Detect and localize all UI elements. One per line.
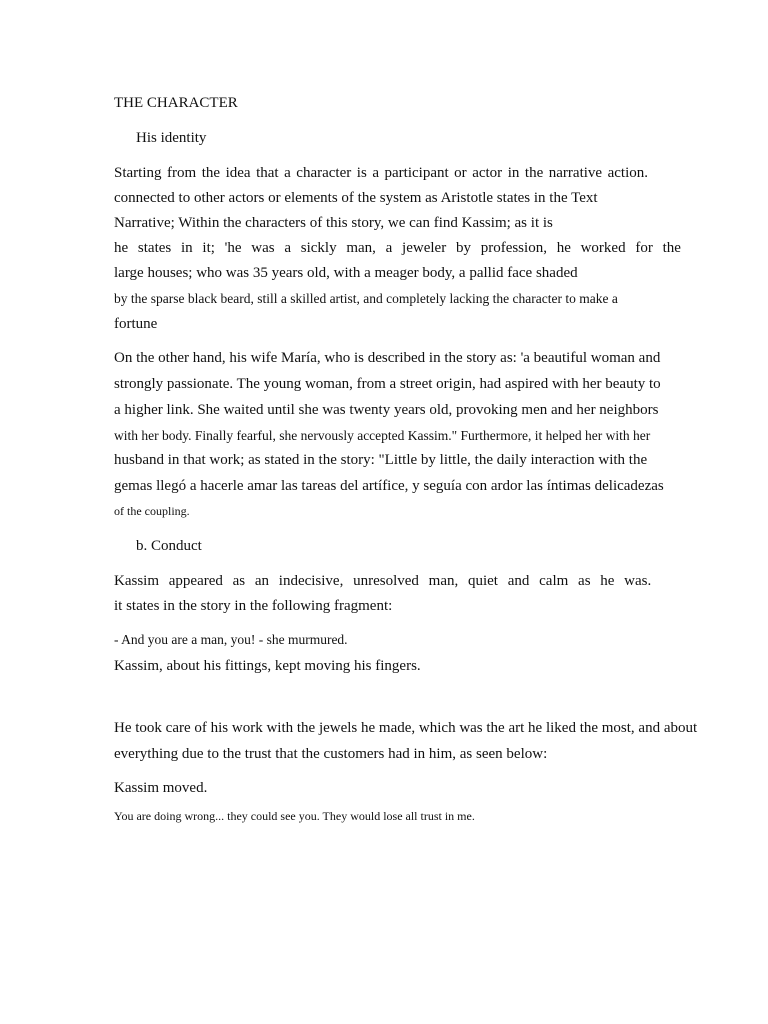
paragraph2-line-7: of the coupling. [114, 504, 190, 518]
paragraph1-line-5: large houses; who was 35 years old, with a meager body, a pallid face shaded [114, 265, 578, 281]
paragraph2-line-4: with her body. Finally fearful, she nervously accepted Kassim." Furthermore, it helped her with her [114, 428, 651, 443]
paragraph2-line-5: husband in that work; as stated in the story: "Little by little, the daily interaction with the [114, 452, 648, 468]
quote-line-1: - And you are a man, you! - she murmured. [114, 632, 348, 647]
subheading-identity: His identity [136, 130, 207, 146]
quote-line-3: Kassim moved. [114, 780, 208, 796]
subheading-conduct: b. Conduct [136, 538, 202, 554]
paragraph1-line-6: by the sparse black beard, still a skilled artist, and completely lacking the character to make a [114, 291, 618, 306]
section-title: THE CHARACTER [114, 95, 238, 111]
paragraph3-line-2: it states in the story in the following fragment: [114, 598, 393, 614]
paragraph1-line-7: fortune [114, 316, 158, 332]
paragraph2-line-6: gemas llegó a hacerle amar las tareas del artífice, y seguía con ardor las íntimas delicadezas [114, 478, 664, 494]
paragraph4-line-1: He took care of his work with the jewels he made, which was the art he liked the most, and about [114, 720, 698, 736]
paragraph1-line-3: Narrative; Within the characters of this story, we can find Kassim; as it is [114, 215, 553, 231]
quote-line-2: Kassim, about his fittings, kept moving his fingers. [114, 658, 421, 674]
paragraph1-line-2: connected to other actors or elements of the system as Aristotle states in the Text [114, 190, 598, 206]
paragraph1-line-4: he states in it; 'he was a sickly man, a jeweler by profession, he worked for the [114, 240, 681, 256]
paragraph2-line-1: On the other hand, his wife María, who is described in the story as: 'a beautiful woman and [114, 350, 661, 366]
paragraph2-line-3: a higher link. She waited until she was twenty years old, provoking men and her neighbors [114, 402, 659, 418]
paragraph4-line-2: everything due to the trust that the customers had in him, as seen below: [114, 746, 548, 762]
quote-line-4: You are doing wrong... they could see you. They would lose all trust in me. [114, 809, 475, 823]
paragraph3-line-1: Kassim appeared as an indecisive, unresolved man, quiet and calm as he was. [114, 573, 652, 589]
paragraph1-line-1: Starting from the idea that a character is a participant or actor in the narrative action. [114, 165, 648, 181]
paragraph2-line-2: strongly passionate. The young woman, from a street origin, had aspired with her beauty to [114, 376, 661, 392]
